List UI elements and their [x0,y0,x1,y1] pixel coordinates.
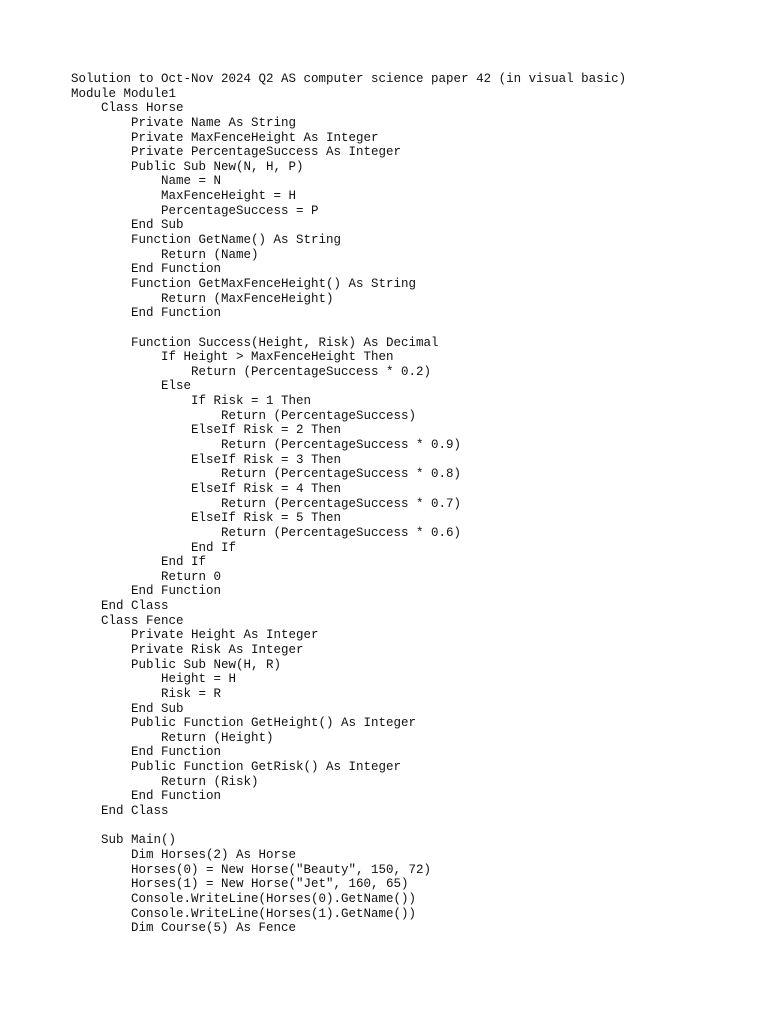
code-line: Solution to Oct-Nov 2024 Q2 AS computer science paper 42 (in visual basic) [71,72,627,86]
code-line [71,321,626,336]
code-line: Dim Horses(2) As Horse [71,847,297,862]
code-line: Private MaxFenceHeight As Integer [71,130,379,145]
code-line: End Sub [71,701,184,716]
code-line: Function Success(Height, Risk) As Decimal [71,335,439,350]
code-line: Horses(0) = New Horse("Beauty", 150, 72) [71,862,432,877]
code-line: Console.WriteLine(Horses(1).GetName()) [71,906,417,921]
code-line: PercentageSuccess = P [71,203,319,218]
code-line: MaxFenceHeight = H [71,189,297,204]
code-line: Class Fence [71,613,184,628]
code-line: Private Name As String [71,115,297,130]
code-line: Return (Height) [71,730,274,745]
code-line: End Function [71,584,222,599]
code-line: Module Module1 [71,86,177,101]
code-line: End Function [71,262,222,277]
code-line: End Function [71,745,222,760]
code-line: Return (PercentageSuccess * 0.9) [71,438,462,453]
code-line: Return (Risk) [71,774,259,789]
code-line: If Height > MaxFenceHeight Then [71,350,394,365]
code-line: Public Sub New(N, H, P) [71,159,304,174]
code-line: Console.WriteLine(Horses(0).GetName()) [71,891,417,906]
code-line: Return 0 [71,569,222,584]
code-line: Return (PercentageSuccess * 0.6) [71,525,462,540]
code-line [71,819,626,834]
code-line: Private Risk As Integer [71,642,304,657]
code-line: If Risk = 1 Then [71,394,312,409]
code-line: End Function [71,306,222,321]
code-line: Public Sub New(H, R) [71,657,282,672]
code-line: End Class [71,804,169,819]
code-line: Function GetMaxFenceHeight() As String [71,276,417,291]
code-line: End If [71,555,207,570]
code-line: Return (PercentageSuccess * 0.2) [71,364,432,379]
code-line: Function GetName() As String [71,233,342,248]
code-line: End Function [71,789,222,804]
code-line: Dim Course(5) As Fence [71,921,297,936]
code-line: Risk = R [71,686,222,701]
code-line: Height = H [71,672,237,687]
code-line: ElseIf Risk = 2 Then [71,423,342,438]
code-line: Name = N [71,174,222,189]
code-line: ElseIf Risk = 4 Then [71,481,342,496]
code-line: End Class [71,599,169,614]
code-line: ElseIf Risk = 5 Then [71,511,342,526]
code-line: Private PercentageSuccess As Integer [71,145,402,160]
code-line: End If [71,540,237,555]
code-line: Private Height As Integer [71,628,319,643]
code-listing [71,72,626,936]
code-line: Return (PercentageSuccess * 0.7) [71,496,462,511]
code-line: Return (PercentageSuccess * 0.8) [71,467,462,482]
code-line: Public Function GetHeight() As Integer [71,716,417,731]
code-line: Sub Main() [71,833,177,848]
code-line: Return (PercentageSuccess) [71,408,417,423]
code-line: Public Function GetRisk() As Integer [71,760,402,775]
code-line: ElseIf Risk = 3 Then [71,452,342,467]
code-line: Return (MaxFenceHeight) [71,291,334,306]
code-line: Class Horse [71,101,184,116]
code-line: End Sub [71,218,184,233]
code-line: Else [71,379,192,394]
code-line: Return (Name) [71,247,259,262]
code-line: Horses(1) = New Horse("Jet", 160, 65) [71,877,409,892]
